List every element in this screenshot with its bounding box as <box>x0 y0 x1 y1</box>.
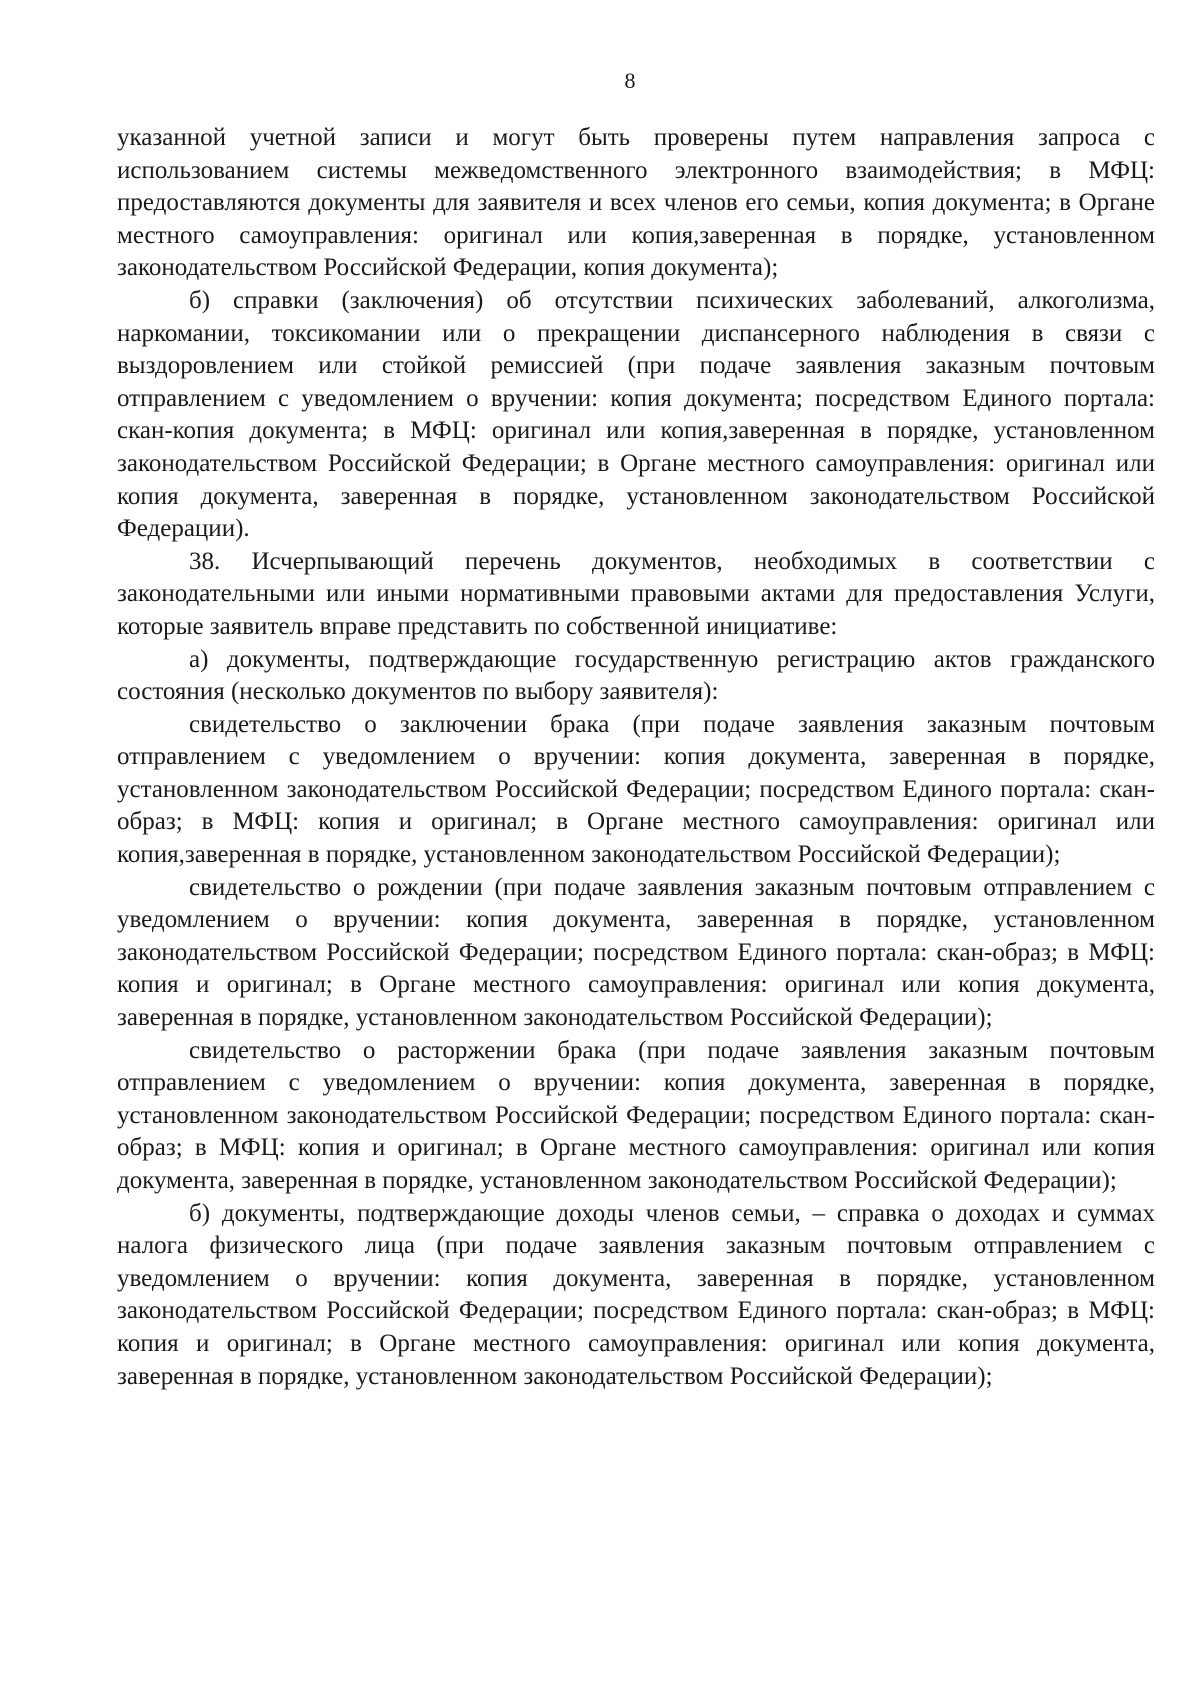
paragraph-birth-certificate: свидетельство о рождении (при подаче заявления заказным почтовым отправлением с уведомлением о вручении: копия документа, заверенная в порядке, установленном законодательством Российской Федерации; посредством Единого портала: скан-образ; в МФЦ: копия и оригинал; в Органе местного самоуправления: оригинал или копия документа, заверенная в порядке, установленном законодательством Российской Федерации); <box>117 873 1155 1032</box>
paragraph-item-a-civil-status-documents: а) документы, подтверждающие государственную регистрацию актов гражданского состояния (несколько документов по выбору заявителя): <box>117 645 1155 706</box>
paragraph-clause-38: 38. Исчерпывающий перечень документов, необходимых в соответствии с законодательными или иными нормативными правовыми актами для предоставления Услуги, которые заявитель вправе представить по собственной инициативе: <box>117 547 1155 640</box>
paragraph-marriage-certificate: свидетельство о заключении брака (при подаче заявления заказным почтовым отправлением с уведомлением о вручении: копия документа, заверенная в порядке, установленном законодательством Российской Федерации; посредством Единого портала: скан-образ; в МФЦ: копия и оригинал; в Органе местного самоуправления: оригинал или копия,заверенная в порядке, установленном законодательством Российской Федерации); <box>117 710 1155 869</box>
paragraph-divorce-certificate: свидетельство о расторжении брака (при подаче заявления заказным почтовым отправлением с уведомлением о вручении: копия документа, заверенная в порядке, установленном законодательством Российской Федерации; посредством Единого портала: скан-образ; в МФЦ: копия и оригинал; в Органе местного самоуправления: оригинал или копия документа, заверенная в порядке, установленном законодательством Российской Федерации); <box>117 1036 1155 1194</box>
document-body <box>117 122 1155 1393</box>
paragraph-item-b-income-documents: б) документы, подтверждающие доходы членов семьи, – справка о доходах и суммах налога физического лица (при подаче заявления заказным почтовым отправлением с уведомлением о вручении: копия документа, заверенная в порядке, установленном законодательством Российской Федерации; посредством Единого портала: скан-образ; в МФЦ: копия и оригинал; в Органе местного самоуправления: оригинал или копия документа, заверенная в порядке, установленном законодательством Российской Федерации); <box>117 1199 1155 1390</box>
paragraph-continuation: указанной учетной записи и могут быть проверены путем направления запроса с использованием системы межведомственного электронного взаимодействия; в МФЦ: предоставляются документы для заявителя и всех членов его семьи, копия документа; в Органе местного самоуправления: оригинал или копия,заверенная в порядке, установленном законодательством Российской Федерации, копия документа); <box>117 124 1155 282</box>
page-number: 8 <box>624 68 636 93</box>
paragraph-item-b-medical-certificates: б) справки (заключения) об отсутствии психических заболеваний, алкоголизма, наркомании, токсикомании или о прекращении диспансерного наблюдения в связи с выздоровлением или стойкой ремиссией (при подаче заявления заказным почтовым отправлением с уведомлением о вручении: копия документа; посредством Единого портала: скан-копия документа; в МФЦ: оригинал или копия,заверенная в порядке, установленном законодательством Российской Федерации; в Органе местного самоуправления: оригинал или копия документа, заверенная в порядке, установленном законодательством Российской Федерации). <box>117 286 1155 543</box>
